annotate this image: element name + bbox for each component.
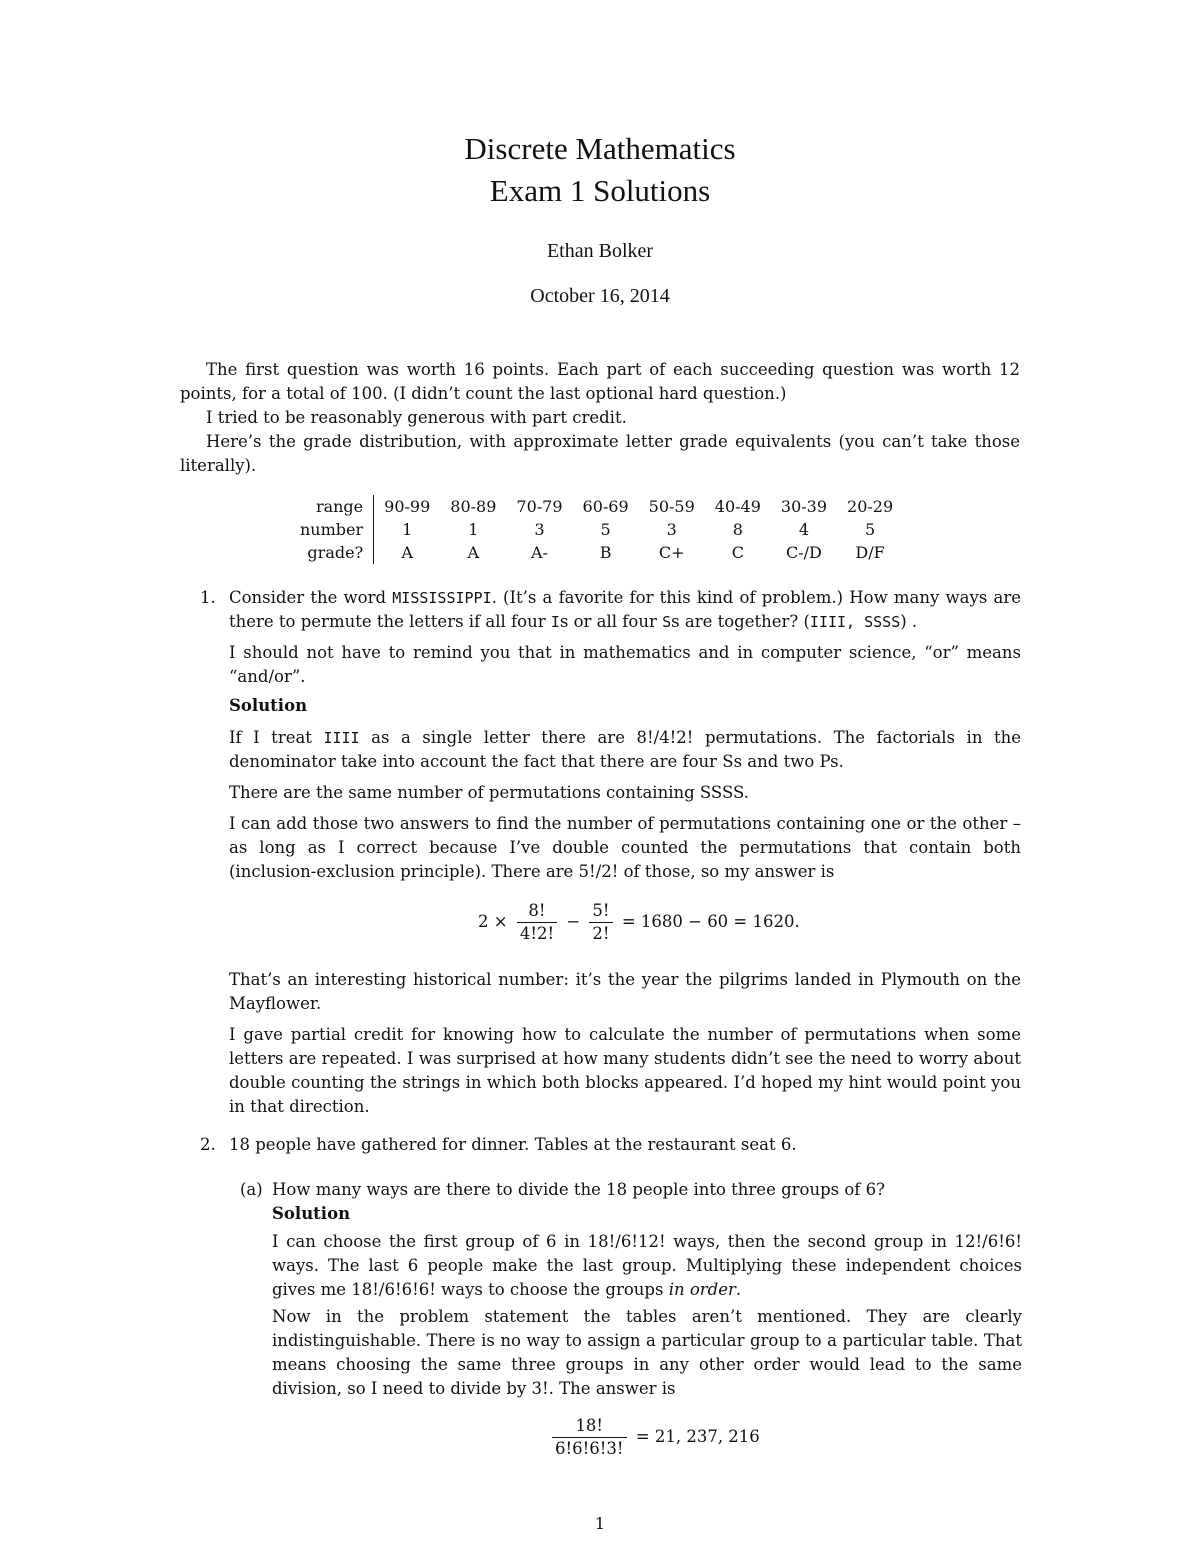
fraction (517, 900, 557, 945)
minus-sign: − (566, 912, 581, 931)
table-cell: 60-69 (582, 497, 629, 516)
row-label-range: range (290, 495, 374, 518)
solution-text: as a single letter there are 8!/4!2! permutations. The factorials in the denominator take into account the fact that there are four Ss and two Ps. (229, 728, 1021, 771)
denominator: 2! (592, 924, 610, 943)
part-a-prompt: How many ways are there to divide the 18 people into three groups of 6? (272, 1180, 885, 1199)
table-cell: 50-59 (648, 497, 695, 516)
table-cell: C+ (658, 543, 685, 562)
table-cell: 3 (534, 520, 545, 539)
intro-paragraph-1: The first question was worth 16 points. Each part of each succeeding question was worth 12 points, for a total of 100. (I didn’t count the last optional hard question.) (180, 360, 1020, 403)
solution-text: I can choose the first group of 6 in 18!/6!12! ways, then the second group in 12!/6!6! ways. The last 6 people make the last group. Multiplying these independent choices gives me 18!/6!6!6! ways to choose the groups (272, 1232, 1022, 1299)
prompt-text: Consider the word (229, 588, 393, 607)
prompt-text: s are together? ( (671, 612, 810, 631)
fraction (589, 900, 612, 945)
table-cell: 80-89 (450, 497, 497, 516)
table-cell: A (467, 543, 480, 562)
q2a-equation (548, 1415, 760, 1460)
table-cell: 1 (468, 520, 479, 539)
letter-s: S (662, 613, 672, 631)
row-label-number: number (290, 518, 374, 541)
table-cell: 4 (798, 520, 810, 539)
q1-solution-paragraph-5: I gave partial credit for knowing how to calculate the number of permutations when some letters are repeated. I was surprised at how many students didn’t see the need to worry about double counting the strings in which both blocks appeared. I’d hoped my hint would point you in that direction. (229, 1025, 1021, 1116)
fraction (552, 1415, 627, 1460)
q1-solution-paragraph-1 (229, 726, 1021, 774)
table-cell: 3 (666, 520, 677, 539)
date: October 16, 2014 (530, 285, 670, 307)
document-title: Discrete Mathematics (464, 131, 736, 166)
question-1-prompt (229, 586, 1021, 634)
q1-solution-paragraph-2: There are the same number of permutations containing SSSS. (229, 783, 749, 802)
row-label-grade: grade? (290, 541, 374, 564)
equation-text: = 21, 237, 216 (635, 1427, 760, 1446)
denominator: 4!2! (519, 924, 555, 943)
table-cell: 40-49 (714, 497, 761, 516)
emphasis-text: in order (668, 1280, 736, 1299)
question-1-number: 1. (200, 588, 216, 607)
question-1-note: I should not have to remind you that in mathematics and in computer science, “or” means “and/or”. (229, 643, 1021, 686)
table-cell: 5 (600, 520, 611, 539)
table-row-number (290, 518, 903, 541)
table-cell: C (731, 543, 744, 562)
prompt-text: . (It’s a favorite for this kind of problem.) How many ways are there to permute the letters if all four (229, 588, 1021, 631)
table-cell: D/F (855, 543, 885, 562)
intro-paragraph-2: I tried to be reasonably generous with part credit. (206, 408, 627, 427)
block-iiii: IIII (323, 729, 360, 747)
q1-equation (478, 900, 800, 945)
table-cell: 5 (864, 520, 876, 539)
solution-text: If I treat (229, 728, 324, 747)
table-cell: A (401, 543, 413, 562)
table-cell: 30-39 (780, 497, 828, 516)
numerator: 18! (552, 1415, 627, 1438)
table-cell: 20-29 (847, 497, 894, 516)
table-cell: 70-79 (516, 497, 563, 516)
equation-text: = 1680 − 60 = 1620. (621, 912, 800, 931)
table-cell: 90-99 (384, 497, 431, 516)
q2a-solution-paragraph-2: Now in the problem statement the tables aren’t mentioned. They are clearly indistinguishable. There is no way to assign a particular group to a particular table. That means choosing the same three groups in any other order would lead to the same division, so I need to divide by 3!. The answer is (272, 1307, 1022, 1398)
question-2-number: 2. (200, 1135, 216, 1154)
table-cell: B (599, 543, 612, 562)
letter-i: I (550, 613, 560, 631)
table-cell: 1 (402, 520, 413, 539)
table-row-range (290, 495, 903, 518)
table-cell: 8 (732, 520, 743, 539)
q2a-solution-paragraph-1 (272, 1230, 1022, 1302)
grade-distribution-table (290, 495, 903, 564)
question-2-prompt: 18 people have gathered for dinner. Tables at the restaurant seat 6. (229, 1135, 797, 1154)
solution-heading: Solution (229, 696, 308, 715)
equation-text: 2 × (478, 912, 508, 931)
intro-paragraph-3: Here’s the grade distribution, with approximate letter grade equivalents (you can’t take those literally). (180, 432, 1020, 475)
numerator: 8! (517, 900, 557, 923)
page-number: 1 (594, 1514, 606, 1533)
table-row-grade (290, 541, 903, 564)
solution-text: . (735, 1280, 742, 1299)
part-a-label: (a) (240, 1180, 263, 1199)
prompt-text: ) . (900, 612, 918, 631)
solution-heading: Solution (272, 1204, 351, 1223)
table-cell: A- (530, 543, 548, 562)
q1-solution-paragraph-4: That’s an interesting historical number: it’s the year the pilgrims landed in Plymouth on the Mayflower. (229, 970, 1021, 1013)
author: Ethan Bolker (546, 240, 654, 262)
denominator: 6!6!6!3! (555, 1439, 624, 1458)
prompt-text: s or all four (559, 612, 663, 631)
hint-blocks: IIII, SSSS (809, 613, 901, 631)
document-subtitle: Exam 1 Solutions (489, 173, 711, 208)
table-cell: C-/D (786, 543, 822, 562)
word-mississippi: MISSISSIPPI (392, 589, 492, 607)
numerator: 5! (589, 900, 612, 923)
q1-solution-paragraph-3: I can add those two answers to find the number of permutations containing one or the other – as long as I correct because I’ve double counted the permutations that contain both (inclusion-exclusion principle). There are 5!/2! of those, so my answer is (229, 814, 1021, 881)
